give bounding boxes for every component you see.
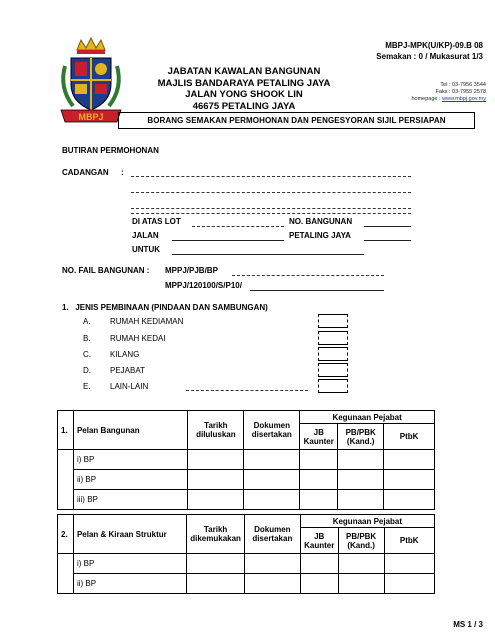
form-title: BORANG SEMAKAN PERMOHONAN DAN PENGESYORAN SIJIL PERSIAPAN: [118, 112, 475, 129]
pelan-kiraan-struktur-table: [57, 514, 435, 594]
cell-input[interactable]: [338, 470, 384, 490]
cadangan-colon: :: [121, 168, 124, 177]
cadangan-line-2[interactable]: [131, 192, 411, 193]
table-row: [58, 554, 435, 574]
table2-title: Pelan & Kiraan Struktur: [73, 515, 186, 554]
checkbox-rumah-kediaman[interactable]: [318, 314, 348, 328]
cell-input[interactable]: [300, 470, 338, 490]
table2-col-ptbk: PtbK: [384, 528, 435, 554]
jenis-label-rumah-kediaman: RUMAH KEDIAMAN: [110, 317, 184, 326]
page-number: MS 1 / 3: [453, 620, 483, 629]
table2-kegunaan-pejabat: Kegunaan Pejabat: [300, 515, 434, 528]
crest-icon: [55, 36, 127, 124]
table-row: [58, 574, 435, 594]
jenis-label-rumah-kedai: RUMAH KEDAI: [110, 334, 166, 343]
table2-row-label: ii) BP: [73, 574, 186, 594]
table1-col-pb: PB/PBK (Kand.): [338, 424, 384, 450]
petaling-jaya-label: PETALING JAYA: [289, 231, 351, 240]
lain-lain-field[interactable]: [186, 390, 308, 391]
untuk-label: UNTUK: [132, 245, 160, 254]
cell-input[interactable]: [300, 490, 338, 510]
petaling-jaya-field[interactable]: [364, 240, 411, 241]
cadangan-label: CADANGAN: [62, 168, 109, 177]
pelan-bangunan-table: [57, 410, 435, 510]
table-row: [58, 490, 435, 510]
checkbox-lain-lain[interactable]: [318, 379, 348, 393]
cell-input[interactable]: [300, 554, 338, 574]
table2-number: 2.: [58, 515, 74, 554]
table2-col-tarikh: Tarikh dikemukakan: [187, 515, 245, 554]
table1-title: Pelan Bangunan: [73, 411, 187, 450]
cadangan-line-4[interactable]: [131, 213, 411, 214]
untuk-field[interactable]: [172, 254, 364, 255]
jenis-letter-c: C.: [83, 350, 91, 359]
cell-input[interactable]: [244, 490, 300, 510]
jenis-letter-a: A.: [83, 317, 91, 326]
jenis-letter-b: B.: [83, 334, 91, 343]
no-bangunan-label: NO. BANGUNAN: [289, 217, 353, 226]
doc-code: MBPJ-MPK(U/KP)-09.B 08: [385, 41, 483, 50]
jalan-field[interactable]: [172, 240, 284, 241]
cell-input[interactable]: [384, 450, 435, 470]
tel-text: Tel : 03-7956 3544: [440, 82, 486, 88]
cell-input[interactable]: [384, 470, 435, 490]
no-bangunan-field[interactable]: [364, 226, 411, 227]
cell-input[interactable]: [188, 450, 244, 470]
cell-input[interactable]: [384, 574, 435, 594]
cell-input[interactable]: [338, 554, 384, 574]
jenis-label-pejabat: PEJABAT: [110, 366, 145, 375]
cell-input[interactable]: [244, 554, 300, 574]
mbpj-crest-logo: [55, 36, 127, 124]
homepage-label: homepage :: [411, 96, 441, 102]
jenis-label-lain-lain: LAIN-LAIN: [110, 382, 149, 391]
checkbox-pejabat[interactable]: [318, 363, 348, 377]
faks-text: Faks : 03-7955 2578: [435, 89, 486, 95]
jenis-letter-d: D.: [83, 366, 91, 375]
cell-input[interactable]: [384, 490, 435, 510]
cell-input[interactable]: [187, 554, 245, 574]
table-row: [58, 450, 435, 470]
fail-prefix-1: MPPJ/PJB/BP: [165, 266, 218, 275]
table2-col-jb: JB Kaunter: [300, 528, 338, 554]
agency-line-2: MAJLIS BANDARAYA PETALING JAYA: [157, 77, 331, 89]
table1-col-dokumen: Dokumen disertakan: [244, 411, 300, 450]
table1-col-ptbk: PtbK: [384, 424, 435, 450]
cell-input[interactable]: [187, 574, 245, 594]
cadangan-line-3[interactable]: [131, 208, 411, 209]
cell-input[interactable]: [338, 490, 384, 510]
homepage-link[interactable]: www.mbpj.gov.my: [442, 96, 486, 102]
fail-label: NO. FAIL BANGUNAN :: [62, 266, 150, 275]
table1-col-jb: JB Kaunter: [300, 424, 338, 450]
butiran-heading: BUTIRAN PERMOHONAN: [62, 146, 159, 155]
cell-input[interactable]: [188, 490, 244, 510]
cell-input[interactable]: [244, 470, 300, 490]
jenis-letter-e: E.: [83, 382, 91, 391]
document-reference: [376, 40, 483, 62]
agency-line-3: JALAN YONG SHOOK LIN: [185, 89, 303, 101]
cell-input[interactable]: [188, 470, 244, 490]
table1-kegunaan-pejabat: Kegunaan Pejabat: [300, 411, 435, 424]
revision-page: Semakan : 0 / Mukasurat 1/3: [376, 52, 483, 61]
fail-prefix-2: MPPJ/120100/S/P10/: [165, 281, 242, 290]
jenis-label-kilang: KILANG: [110, 350, 140, 359]
cell-input[interactable]: [338, 450, 384, 470]
lot-field[interactable]: [192, 226, 284, 227]
table1-row-label: ii) BP: [73, 470, 187, 490]
table1-col-tarikh: Tarikh diluluskan: [188, 411, 244, 450]
agency-line-1: JABATAN KAWALAN BANGUNAN: [167, 66, 321, 77]
agency-address-block: [120, 66, 368, 112]
table2-row-label: i) BP: [73, 554, 186, 574]
fail-field-1[interactable]: [232, 275, 384, 276]
checkbox-kilang[interactable]: [318, 347, 348, 361]
table1-row-label: iii) BP: [73, 490, 187, 510]
cell-input[interactable]: [384, 554, 435, 574]
table2-col-pb: PB/PBK (Kand.): [338, 528, 384, 554]
contact-info: [358, 82, 486, 103]
di-atas-lot-label: DI ATAS LOT: [132, 217, 181, 226]
logo-text: MBPJ: [78, 112, 104, 122]
jenis-heading: 1. JENIS PEMBINAAN (PINDAAN DAN SAMBUNGAN): [62, 303, 268, 312]
table2-col-dokumen: Dokumen disertakan: [244, 515, 300, 554]
cell-input[interactable]: [338, 574, 384, 594]
fail-field-2[interactable]: [250, 290, 384, 291]
cell-input[interactable]: [300, 450, 338, 470]
cell-input[interactable]: [300, 574, 338, 594]
table1-row-label: i) BP: [73, 450, 187, 470]
agency-line-4: 46675 PETALING JAYA: [192, 100, 296, 112]
cell-input[interactable]: [244, 574, 300, 594]
checkbox-rumah-kedai[interactable]: [318, 331, 348, 345]
table-row: [58, 470, 435, 490]
table1-number: 1.: [58, 411, 74, 450]
cadangan-line-1[interactable]: [131, 176, 411, 177]
jalan-label: JALAN: [132, 231, 159, 240]
cell-input[interactable]: [244, 450, 300, 470]
